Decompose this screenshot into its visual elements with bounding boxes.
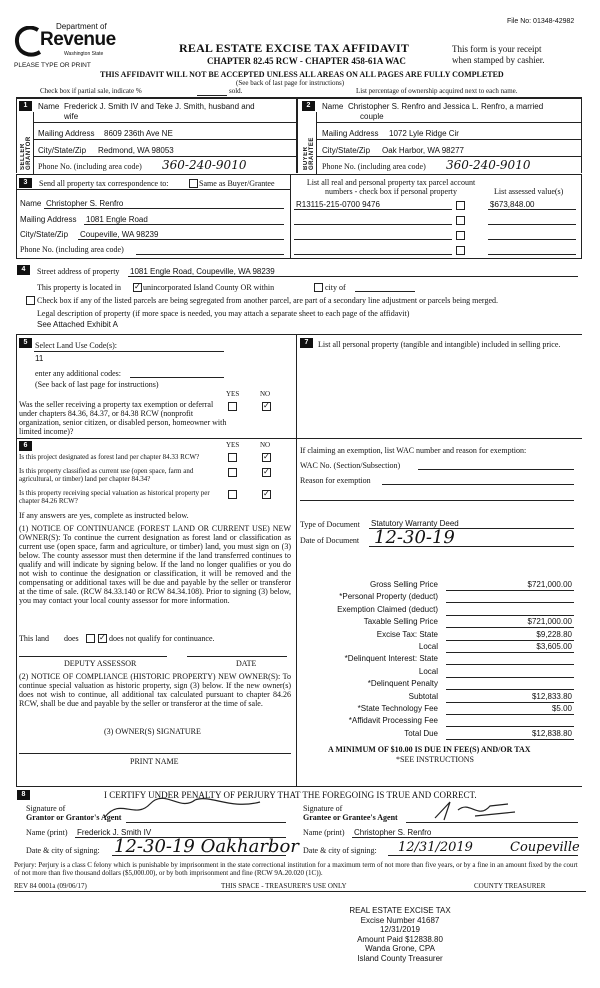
logo-dept: Department of [56,22,107,31]
grantor-date-label: Date & city of signing: [26,846,100,855]
please-type: PLEASE TYPE OR PRINT [14,62,91,69]
grantor-signature-icon [100,792,270,822]
sec3-name-label: Name [20,199,42,208]
grantee-name-label: Name (print) [303,828,345,837]
buyer-vertical-label: BUYER GRANTEE [303,137,315,170]
stamp-line-2: Excise Number 41687 [360,915,440,925]
seller-mail: 8609 236th Ave NE [104,129,173,138]
tax-row-label: *Delinquent Penalty [367,679,438,688]
grantee-date: 12/31/2019 [398,840,473,855]
does-not-label: does not qualify for continuance. [109,634,215,643]
assessed-value: $673,848.00 [490,200,535,209]
exemption-question: Was the seller receiving a property tax exemption or deferral under chapters 84.36, 84.37, or 84.38 RCW (nonprofit organization, senior citizen, or disabled person, homeowner with limited income)? [19,400,227,436]
grantor-sig-label: Signature of [26,804,66,813]
exemption-yes-checkbox[interactable] [228,402,237,411]
ownership-note: List percentage of ownership acquired next to each name. [356,87,518,95]
tax-row-label: Local [418,667,438,676]
buyer-phone-label: Phone No. (including area code) [322,162,426,171]
buyer-phone: 360-240-9010 [446,158,531,172]
section-4-badge: 4 [17,265,30,275]
seller-vertical-label: SELLER GRANTOR [20,136,32,170]
doc-type: Statutory Warranty Deed [371,519,459,528]
sec3-mail-label: Mailing Address [20,215,77,224]
tax-row-label: Excise Tax: State [376,630,438,639]
see-back-note: (See back of last page for instructions) [236,79,345,87]
excise-tax-stamp [330,906,470,963]
parcels-header-1: List all real and personal property tax parcel account [306,178,476,187]
logo-revenue: Revenue [40,29,116,50]
seller-name-2: wife [64,112,79,121]
perjury-notice: Perjury: Perjury is a class C felony which is punishable by imprisonment in the state correctional institution for a maximum term of not more than five years, or by a fine in an amount fixed by the court of not more than five thousand dollars ($5,000.00), or by both imprisonment and fine (RCW 9A.20.020 (1C)). [14,861,578,877]
tax-row-label: *State Technology Fee [357,704,438,713]
land-use-see-back: (See back of last page for instructions) [35,380,159,389]
section-3-badge: 3 [19,178,32,188]
tax-row-value: $12,838.80 [531,729,572,738]
grantee-agent-label: Grantee or Grantee's Agent [303,813,398,822]
segregated-checkbox[interactable] [26,296,35,305]
seller-name: Frederick J. Smith IV and Teke J. Smith, husband and [64,102,255,111]
sec3-city: Coupeville, WA 98239 [80,230,159,239]
historic-yes-checkbox[interactable] [228,490,237,499]
stamp-line-3: 12/31/2019 [379,925,421,934]
see-instructions-note: *SEE INSTRUCTIONS [396,755,475,764]
section-5-badge: 5 [19,338,32,348]
grantee-city: Coupeville [510,840,580,855]
unincorporated-check-icon: ✓ [134,282,141,291]
wac-claim-label: If claiming an exemption, list WAC number and reason for exemption: [300,446,527,455]
doc-date: 12-30-19 [374,527,455,548]
deputy-date-label: DATE [236,659,257,668]
street-address: 1081 Engle Road, Coupeville, WA 98239 [130,267,275,276]
buyer-mail-label: Mailing Address [322,129,379,138]
doc-date-label: Date of Document [300,536,360,545]
historic-question: Is this property receiving special valuation as historical property per chapter 84.26 RCW? [19,489,210,505]
county-treasurer-label: COUNTY TREASURER [474,882,546,890]
does-checkbox[interactable] [86,634,95,643]
sec5-no: NO [260,390,271,398]
certify-statement: I CERTIFY UNDER PENALTY OF PERJURY THAT THE FOREGOING IS TRUE AND CORRECT. [104,790,477,800]
tax-row-value: $9,228.80 [536,630,572,639]
land-use-code: 11 [35,354,44,363]
buyer-name-2: couple [360,112,384,121]
parcel-3-checkbox[interactable] [456,231,465,240]
legal-desc-label: Legal description of property (if more space is needed, you may attach a separate sheet to each page of the affidavit) [37,309,410,318]
historic-no-check-icon: ✓ [263,489,270,498]
form-title: REAL ESTATE EXCISE TAX AFFIDAVIT [179,41,410,55]
deputy-assessor-label: DEPUTY ASSESSOR [64,659,137,668]
sec3-name: Christopher S. Renfro [46,199,124,208]
partial-sale-label: Check box if partial sale, indicate % [40,87,142,95]
does-label: does [64,634,79,643]
sold-label: sold. [229,87,243,95]
sec3-city-label: City/State/Zip [20,230,69,239]
parcels-header-2: numbers - check box if personal property [325,187,457,196]
grantee-name: Christopher S. Renfro [354,828,432,837]
receipt-note-1: This form is your receipt [452,44,542,54]
forest-yes-checkbox[interactable] [228,453,237,462]
tax-row-label: Taxable Selling Price [363,617,438,626]
land-use-label: Select Land Use Code(s): [35,341,117,350]
doc-type-label: Type of Document [300,520,360,529]
same-as-buyer-checkbox[interactable] [189,179,198,188]
treasurer-use-note: THIS SPACE - TREASURER'S USE ONLY [221,882,347,890]
buyer-name-label: Name [322,102,344,111]
additional-codes-label: enter any additional codes: [35,369,121,378]
seller-city-label: City/State/Zip [38,146,87,155]
same-as-buyer-label: Same as Buyer/Grantee [199,179,275,188]
tax-row-label: *Personal Property (deduct) [339,592,438,601]
seller-mail-label: Mailing Address [38,129,95,138]
grantor-agent-label: Grantor or Grantor's Agent [26,813,122,822]
tax-row-label: Local [418,642,438,651]
tax-row-label: Exemption Claimed (deduct) [337,605,438,614]
tax-row-value: $3,605.00 [536,642,572,651]
rev-form-number: REV 84 0001a (09/06/17) [14,882,87,890]
sec3-phone-label: Phone No. (including area code) [20,245,124,254]
tax-row-value: $12,833.80 [531,692,572,701]
stamp-line-6: Island County Treasurer [357,953,443,963]
parcel-2-checkbox[interactable] [456,216,465,225]
tax-row-label: *Delinquent Interest: State [344,654,438,663]
grantor-name: Frederick J. Smith IV [77,828,152,837]
does-not-check-icon: ✓ [99,633,106,642]
forest-no-check-icon: ✓ [263,452,270,461]
seller-phone-label: Phone No. (including area code) [38,162,142,171]
logo-state: Washington State [64,51,104,57]
form-subtitle: CHAPTER 82.45 RCW - CHAPTER 458-61A WAC [207,56,406,66]
dor-logo [14,22,124,62]
file-number: File No: 01348-42982 [507,18,575,25]
grantee-sig-label: Signature of [303,804,343,813]
minimum-due-note: A MINIMUM OF $10.00 IS DUE IN FEE(S) AND/OR TAX [328,745,531,754]
current-use-question: Is this property classified as current use (open space, farm and agricultural, or timber) land per chapter 84.34? [19,467,194,483]
this-land-label: This land [19,634,49,643]
owner-signature-label: (3) OWNER(S) SIGNATURE [104,727,201,736]
personal-property-label: List all personal property (tangible and intangible) included in selling price. [318,340,561,349]
tax-row-label: Gross Selling Price [369,580,438,589]
city-of-checkbox[interactable] [314,283,323,292]
grantee-date-label: Date & city of signing: [303,846,377,855]
tax-row-value: $5.00 [551,704,572,713]
stamp-line-4: Amount Paid $12838.80 [357,934,443,944]
receipt-note-2: when stamped by cashier. [452,55,545,65]
exemption-no-check-icon: ✓ [263,401,270,410]
segregated-label: Check box if any of the listed parcels are being segregated from another parcel, are part of a secondary line adjustment or parcels being merged. [37,296,498,305]
seller-phone: 360-240-9010 [162,158,247,172]
seller-city: Redmond, WA 98053 [98,146,174,155]
street-label: Street address of property [37,267,120,276]
if-yes-note: If any answers are yes, complete as instructed below. [19,511,189,520]
grantee-signature-icon [430,798,520,824]
section-8-badge: 8 [17,790,30,800]
buyer-city: Oak Harbor, WA 98277 [382,146,464,155]
buyer-city-label: City/State/Zip [322,146,371,155]
parcel-4-checkbox[interactable] [456,246,465,255]
tax-row-value: $721,000.00 [527,580,572,589]
exemption-reason-label: Reason for exemption [300,476,371,485]
tax-row-label: *Affidavit Processing Fee [348,716,438,725]
sec6-no: NO [260,441,271,449]
sec5-yes: YES [226,390,240,398]
sec3-header: Send all property tax correspondence to: [39,179,169,188]
stamp-line-1: REAL ESTATE EXCISE TAX [349,906,451,915]
forest-question: Is this project designated as forest land per chapter 84.33 RCW? [19,453,200,461]
tax-row-value: $721,000.00 [527,617,572,626]
located-label: This property is located in [37,283,121,292]
parcel-1-checkbox[interactable] [456,201,465,210]
section-7-badge: 7 [300,338,313,348]
seller-name-label: Name [38,102,60,111]
section-2-badge: 2 [302,101,315,111]
sec6-yes: YES [226,441,240,449]
grantor-name-label: Name (print) [26,828,68,837]
notice-compliance: (2) NOTICE OF COMPLIANCE (HISTORIC PROPERTY) NEW OWNER(S): To continue special valuation as historic property, sign (3) below. If the new owner(s) does not wish to continue, all additional tax calculated pursuant to chapter 84.26 RCW, shall be due and payable by the seller or transferor at the time of sale. [19,672,291,708]
unincorporated-label: unincorporated Island County OR within [143,283,275,292]
warning-text: THIS AFFIDAVIT WILL NOT BE ACCEPTED UNLESS ALL AREAS ON ALL PAGES ARE FULLY COMPLETED [100,70,504,79]
current-use-no-check-icon: ✓ [263,467,270,476]
grantor-date-city: 12-30-19 Oakharbor [114,836,299,857]
tax-row-label: Subtotal [408,692,438,701]
buyer-name: Christopher S. Renfro and Jessica L. Renfro, a married [348,102,544,111]
legal-desc-value: See Attached Exhibit A [37,320,118,329]
city-of-label: city of [325,283,346,292]
assessed-value-header: List assessed value(s) [494,187,564,196]
sec3-mail: 1081 Engle Road [86,215,148,224]
current-use-yes-checkbox[interactable] [228,468,237,477]
section-6-badge: 6 [19,441,32,451]
notice-continuance: (1) NOTICE OF CONTINUANCE (FOREST LAND OR CURRENT USE) NEW OWNER(S): To continue the current designation as forest land or classification as current use (open space, farm and agriculture, or timber) land, you must sign on (3) below. The county assessor must then determine if the land transferred continues to qualify and will indicate by signing below. If the land no longer qualifies or you do not wish to continue the designation or classification, it will be removed and the compensating or additional taxes will be due and payable by the seller or transferor at the time of sale. (RCW 84.33.140 or RCW 84.34.108). Prior to signing (3) below, you may contact your local county assessor for more information. [19,524,291,605]
buyer-mail: 1072 Lyle Ridge Cir [389,129,459,138]
print-name-label: PRINT NAME [130,757,179,766]
wac-no-label: WAC No. (Section/Subsection) [300,461,401,470]
section-1-badge: 1 [19,101,32,111]
parcel-number: R13115-215-0700 9476 [296,200,380,209]
tax-row-label: Total Due [404,729,438,738]
stamp-line-5: Wanda Grone, CPA [365,944,435,953]
